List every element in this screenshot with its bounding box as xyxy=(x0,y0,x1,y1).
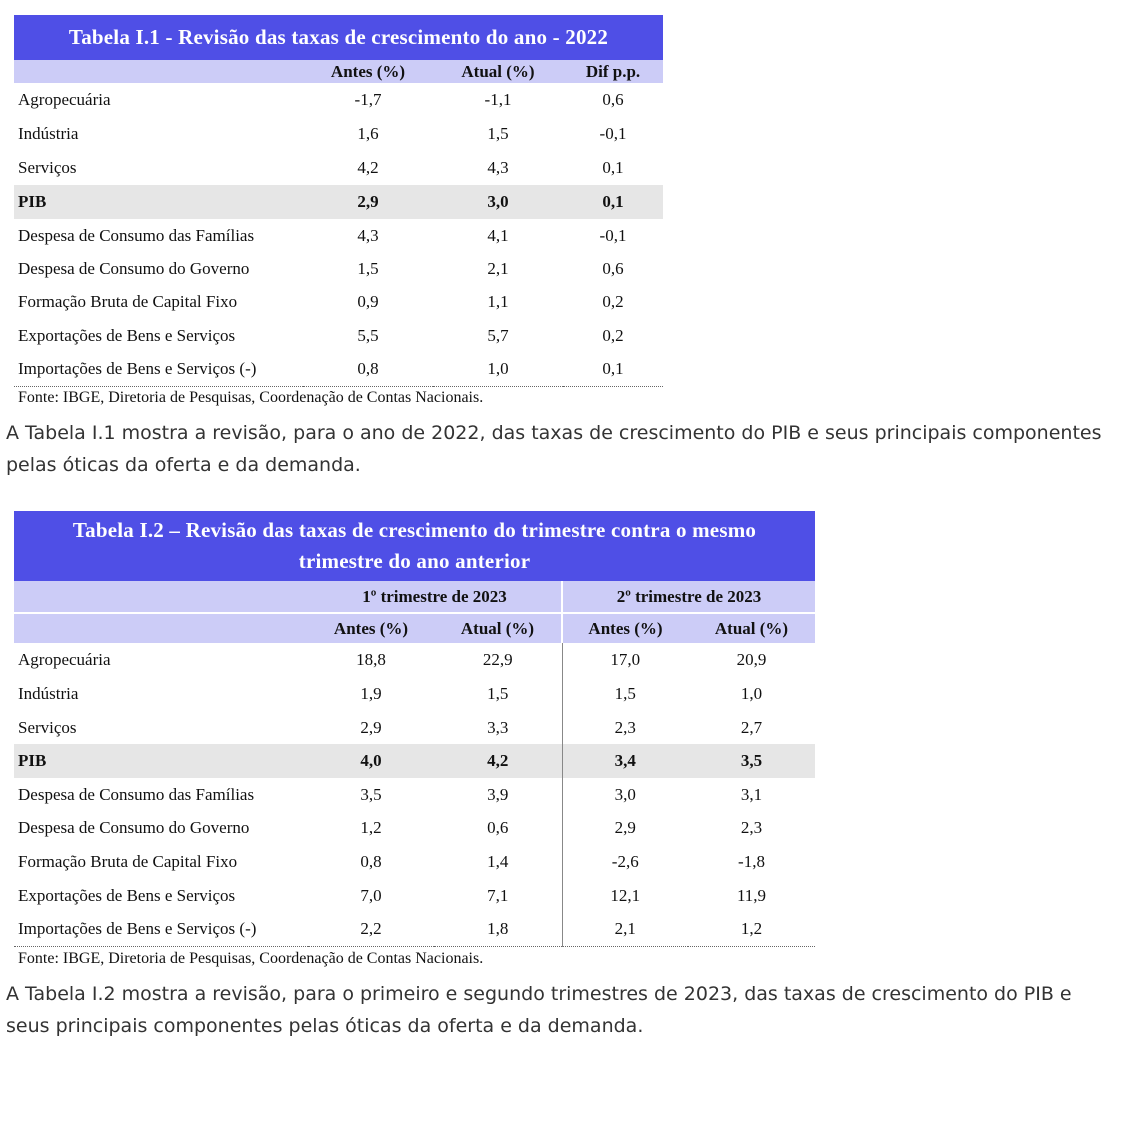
row-label: Formação Bruta de Capital Fixo xyxy=(18,852,238,871)
row-label: Despesa de Consumo do Governo xyxy=(18,818,250,837)
row-label: Despesa de Consumo do Governo xyxy=(18,258,250,278)
cell-q1-antes: 18,8 xyxy=(356,650,386,669)
cell-antes: 1,5 xyxy=(357,258,379,278)
row-label: Indústria xyxy=(18,684,79,703)
cell-dif: -0,1 xyxy=(599,124,627,143)
cell-atual: 1,1 xyxy=(487,292,509,311)
table-2 xyxy=(14,511,815,947)
cell-q1-atual: 0,6 xyxy=(487,818,509,837)
cell-antes: 1,6 xyxy=(357,124,379,143)
table-2-header-blank xyxy=(14,581,308,613)
cell-q1-antes: 2,2 xyxy=(308,912,434,946)
cell-q2-antes: 1,5 xyxy=(562,677,688,711)
cell-q1-atual: 3,9 xyxy=(487,784,509,804)
cell-q1-antes: 2,9 xyxy=(360,717,382,737)
cell-q1-antes: 4,0 xyxy=(360,751,382,770)
table-row xyxy=(14,151,663,185)
cell-q1-atual: 1,5 xyxy=(487,684,509,703)
table-2-subheader-blank xyxy=(14,613,308,643)
cell-q2-atual: 3,1 xyxy=(740,784,763,804)
table-row-pib xyxy=(14,185,663,219)
cell-atual: 3,0 xyxy=(487,192,509,211)
cell-dif: 0,6 xyxy=(602,258,624,278)
cell-antes: 0,8 xyxy=(303,353,433,386)
row-label: Importações de Bens e Serviços (-) xyxy=(14,353,303,386)
cell-antes: 4,2 xyxy=(357,158,379,177)
cell-q2-antes: 2,3 xyxy=(562,711,688,744)
cell-q1-atual: 1,8 xyxy=(434,912,562,946)
table-row xyxy=(14,117,663,151)
table-1-header-blank xyxy=(14,60,303,83)
cell-q2-antes: 3,0 xyxy=(562,778,688,811)
cell-q1-antes: 7,0 xyxy=(360,885,382,905)
cell-dif: 0,2 xyxy=(602,326,624,345)
paragraph-1: A Tabela I.1 mostra a revisão, para o ano de 2022, das taxas de crescimento do PIB e seus principais componentes pelas óticas da oferta e da demanda. xyxy=(6,422,1102,476)
cell-q2-antes: -2,6 xyxy=(562,845,688,879)
table-row xyxy=(14,219,663,252)
table-1-header-antes: Antes (%) xyxy=(330,61,406,81)
table-row xyxy=(14,711,815,744)
cell-q1-atual: 22,9 xyxy=(482,650,513,669)
table-row xyxy=(14,912,815,946)
row-label: Serviços xyxy=(18,158,77,177)
paragraph-2: A Tabela I.2 mostra a revisão, para o primeiro e segundo trimestres de 2023, das taxas de crescimento do PIB e seus principais componentes pelas óticas da oferta e da demanda. xyxy=(6,983,1072,1037)
cell-q1-atual: 7,1 xyxy=(487,885,509,905)
cell-q1-atual: 3,3 xyxy=(487,717,509,737)
table-2-group-q2: 2º trimestre de 2023 xyxy=(616,586,762,606)
cell-antes: 0,9 xyxy=(357,292,379,311)
table-2-subheader-q2-atual: Atual (%) xyxy=(714,618,789,638)
cell-dif: -0,1 xyxy=(599,225,627,245)
cell-antes: -1,7 xyxy=(354,90,382,109)
cell-antes: 4,3 xyxy=(357,225,379,245)
cell-q1-antes: 1,9 xyxy=(360,684,382,703)
row-label: Agropecuária xyxy=(18,90,111,109)
cell-q1-antes: 0,8 xyxy=(360,852,382,871)
cell-q2-antes: 2,1 xyxy=(562,912,688,946)
table-row xyxy=(14,811,815,845)
cell-dif: 0,1 xyxy=(602,192,624,211)
row-label: Serviços xyxy=(18,717,77,737)
table-1-source: Fonte: IBGE, Diretoria de Pesquisas, Coordenação de Contas Nacionais. xyxy=(18,389,484,406)
cell-q2-atual: 1,2 xyxy=(688,912,815,946)
row-label: Agropecuária xyxy=(18,650,111,669)
cell-atual: -1,1 xyxy=(484,90,512,109)
cell-atual: 4,1 xyxy=(487,225,509,245)
table-2-subheader-q1-antes: Antes (%) xyxy=(333,618,409,638)
row-label: Formação Bruta de Capital Fixo xyxy=(18,292,238,311)
table-2-title-line-2: trimestre do ano anterior xyxy=(298,549,531,573)
cell-q2-atual: 2,7 xyxy=(740,717,763,737)
cell-dif: 0,6 xyxy=(602,90,624,109)
table-row xyxy=(14,285,663,319)
row-label: Despesa de Consumo das Famílias xyxy=(18,225,255,245)
cell-q2-atual: 11,9 xyxy=(736,885,767,905)
table-2-source: Fonte: IBGE, Diretoria de Pesquisas, Coordenação de Contas Nacionais. xyxy=(18,950,484,967)
table-2-title xyxy=(14,511,815,581)
cell-atual: 2,1 xyxy=(487,258,509,278)
cell-atual: 5,7 xyxy=(487,326,509,345)
cell-atual: 4,3 xyxy=(487,158,509,177)
row-label: Exportações de Bens e Serviços xyxy=(18,885,236,905)
row-label: PIB xyxy=(18,751,47,770)
cell-q2-atual: 2,3 xyxy=(740,818,763,837)
cell-q2-antes: 12,1 xyxy=(562,879,688,912)
cell-atual: 1,0 xyxy=(433,353,563,386)
table-2-group-q1: 1º trimestre de 2023 xyxy=(308,581,562,613)
cell-q2-antes: 2,9 xyxy=(562,811,688,845)
cell-q1-antes: 1,2 xyxy=(360,818,382,837)
table-row xyxy=(14,677,815,711)
table-row xyxy=(14,319,663,353)
table-row xyxy=(14,845,815,879)
table-2-subheader-q1-atual: Atual (%) xyxy=(434,613,562,643)
table-row xyxy=(14,879,815,912)
cell-q1-atual: 4,2 xyxy=(487,751,509,770)
table-row xyxy=(14,83,663,117)
row-label: Indústria xyxy=(18,124,79,143)
row-label: PIB xyxy=(18,192,47,211)
cell-dif: 0,1 xyxy=(563,353,663,386)
table-row xyxy=(14,353,663,386)
cell-dif: 0,1 xyxy=(602,158,624,177)
row-label: Exportações de Bens e Serviços xyxy=(18,326,236,345)
table-row xyxy=(14,252,663,285)
table-1-title: Tabela I.1 - Revisão das taxas de crescimento do ano - 2022 xyxy=(14,15,663,60)
cell-q2-antes: 3,4 xyxy=(562,744,688,778)
table-row xyxy=(14,643,815,677)
table-row-pib xyxy=(14,744,815,778)
table-1-header-atual: Atual (%) xyxy=(461,61,535,81)
cell-q2-atual: 20,9 xyxy=(736,650,767,669)
table-2-title-line-1: Tabela I.2 – Revisão das taxas de crescimento do trimestre contra o mesmo xyxy=(72,518,757,542)
cell-antes: 5,5 xyxy=(357,326,379,345)
row-label: Importações de Bens e Serviços (-) xyxy=(14,912,308,946)
cell-q2-atual: 1,0 xyxy=(740,684,763,703)
cell-dif: 0,2 xyxy=(602,292,624,311)
cell-q2-antes: 17,0 xyxy=(562,643,688,677)
table-1-header-dif: Dif p.p. xyxy=(585,61,641,81)
cell-q1-antes: 3,5 xyxy=(360,784,382,804)
table-2-subheader-q2-antes: Antes (%) xyxy=(588,618,663,638)
table-1 xyxy=(14,15,663,387)
table-row xyxy=(14,778,815,811)
cell-antes: 2,9 xyxy=(357,192,379,211)
cell-q1-atual: 1,4 xyxy=(487,852,509,871)
cell-q2-atual: -1,8 xyxy=(738,852,765,871)
row-label: Despesa de Consumo das Famílias xyxy=(18,784,255,804)
cell-atual: 1,5 xyxy=(487,124,509,143)
cell-q2-atual: 3,5 xyxy=(740,751,763,770)
